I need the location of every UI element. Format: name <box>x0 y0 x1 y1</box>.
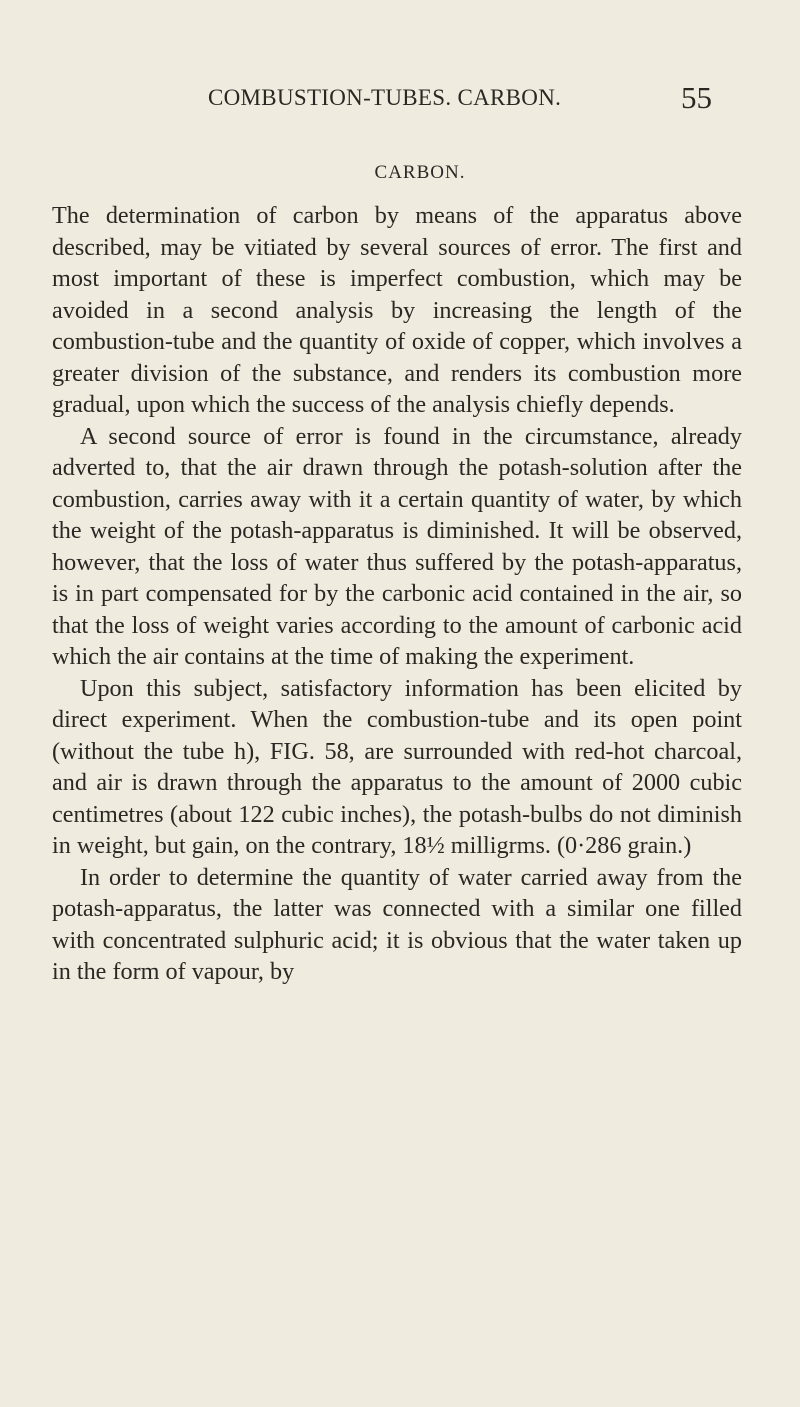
running-title: COMBUSTION-TUBES. CARBON. <box>208 85 562 110</box>
paragraph-1: The determination of carbon by means of the apparatus above described, may be vitiated by several sources of error. The first and most important of these is imperfect combustion, which may be avoided in a second analysis by increasing the length of the combustion-tube and the quantity of oxide of copper, which involves a greater division of the substance, and renders its combustion more gradual, upon which the success of the analysis chiefly depends. <box>52 202 742 418</box>
running-head <box>0 78 800 118</box>
paragraph-2: A second source of error is found in the circumstance, already adverted to, that the air drawn through the potash-solution after the combustion, carries away with it a certain quantity of water, by which the weight of the potash-apparatus is diminished. It will be observed, however, that the loss of water thus suffered by the potash-apparatus, is in part compensated for by the carbonic acid contained in the air, so that the loss of weight varies according to the amount of carbonic acid which the air contains at the time of making the experiment. <box>52 422 742 670</box>
paragraph-4: In order to determine the quantity of water carried away from the potash-apparatus, the latter was connected with a similar one filled with concentrated sulphuric acid; it is obvious that the water taken up in the form of vapour, by <box>52 863 742 985</box>
paragraph-3: Upon this subject, satisfactory information has been elicited by direct experiment. When the combustion-tube and its open point (without the tube h), FIG. 58, are surrounded with red-hot charcoal, and air is drawn through the apparatus to the amount of 2000 cubic centimetres (about 122 cubic inches), the potash-bulbs do not diminish in weight, but gain, on the contrary, 18½ milligrms. (0·286 grain.) <box>52 674 742 859</box>
section-heading: CARBON. <box>374 162 466 183</box>
body-text <box>52 200 742 988</box>
page-number: 55 <box>681 80 712 115</box>
